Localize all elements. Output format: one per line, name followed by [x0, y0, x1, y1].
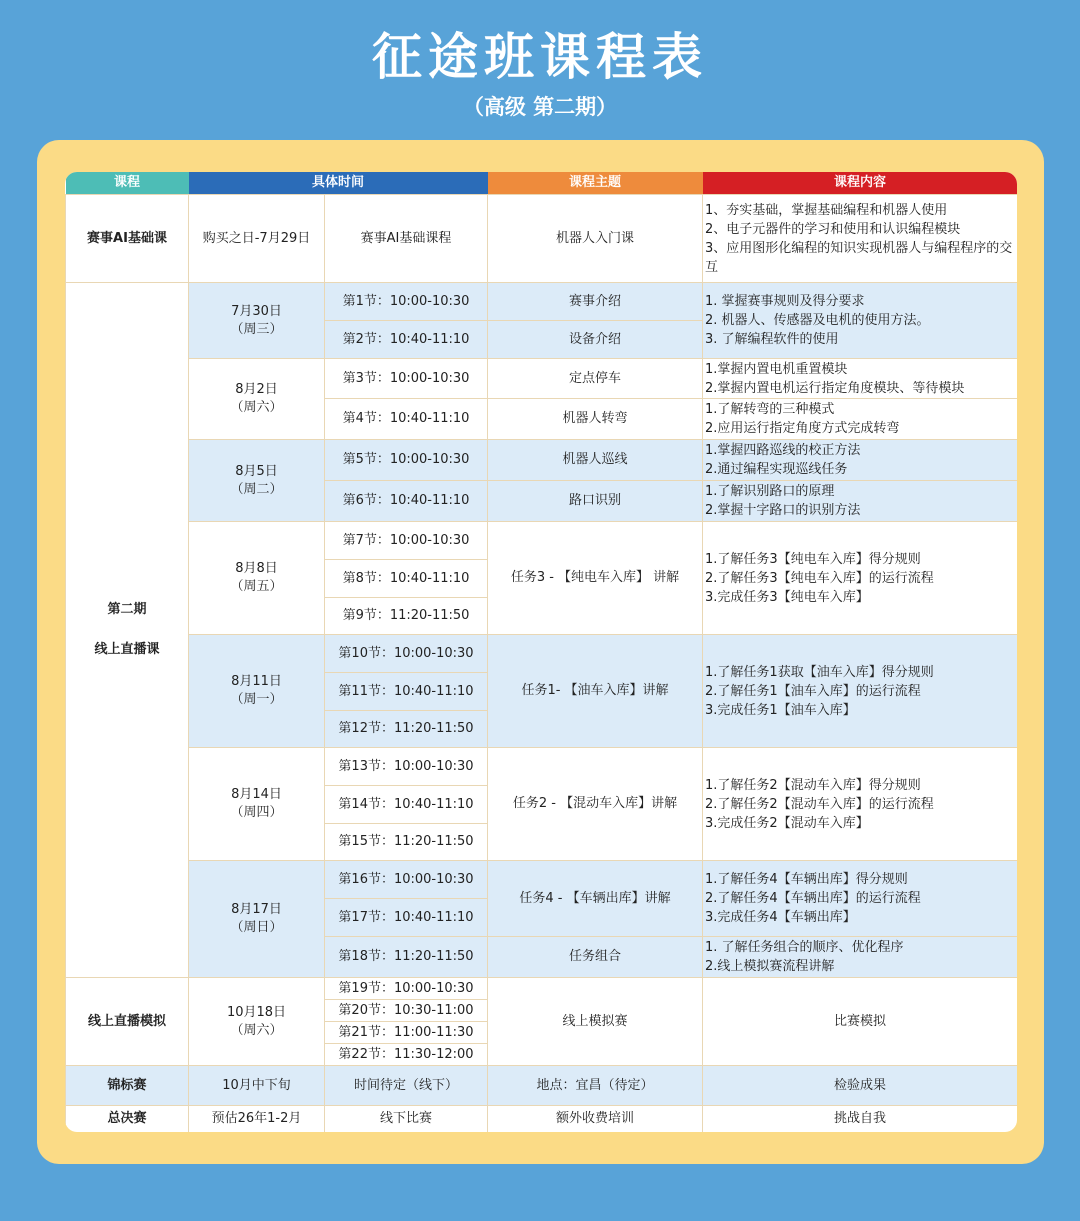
session-cell: 第17节：10:40-11:10 [325, 899, 488, 937]
table-row [66, 283, 1018, 321]
date-cell: 8月17日 （周日） [189, 861, 325, 978]
topic-cell: 设备介绍 [488, 321, 703, 359]
phase2-type-label: 线上直播课 [94, 642, 160, 657]
header-time: 具体时间 [189, 172, 488, 195]
table-row [66, 359, 1018, 399]
topic-cell: 线上模拟赛 [488, 978, 703, 1066]
content-cell: 挑战自我 [703, 1106, 1017, 1133]
session-cell: 第10节：10:00-10:30 [325, 635, 488, 673]
schedule-sheet [65, 172, 1017, 1132]
session-cell: 第12节：11:20-11:50 [325, 711, 488, 748]
course-cell: 锦标赛 [66, 1066, 189, 1106]
schedule-table [65, 172, 1017, 1132]
table-header-row [66, 172, 1018, 195]
session-cell: 第16节：10:00-10:30 [325, 861, 488, 899]
content-cell: 1. 掌握赛事规则及得分要求 2. 机器人、传感器及电机的使用方法。 3. 了解编程软件的使用 [703, 283, 1017, 359]
session-cell: 第8节：10:40-11:10 [325, 560, 488, 598]
topic-cell: 任务4 - 【车辆出库】讲解 [488, 861, 703, 937]
time-cell: 线下比赛 [325, 1106, 488, 1133]
date-cell: 10月18日 （周六） [189, 978, 325, 1066]
date-cell: 8月2日 （周六） [189, 359, 325, 440]
topic-cell: 地点：宜昌（待定） [488, 1066, 703, 1106]
table-row [66, 440, 1018, 481]
session-cell: 第1节：10:00-10:30 [325, 283, 488, 321]
session-cell: 第4节：10:40-11:10 [325, 399, 488, 440]
date-cell: 购买之日-7月29日 [189, 195, 325, 283]
topic-cell: 赛事介绍 [488, 283, 703, 321]
date-cell: 8月8日 （周五） [189, 522, 325, 635]
course-cell: 线上直播模拟 [66, 978, 189, 1066]
topic-cell: 任务3 - 【纯电车入库】 讲解 [488, 522, 703, 635]
content-cell: 1.了解任务1获取【油车入库】得分规则 2.了解任务1【油车入库】的运行流程 3.完成任务1【油车入库】 [703, 635, 1017, 748]
table-row [66, 1106, 1018, 1133]
date-cell: 8月14日 （周四） [189, 748, 325, 861]
date-cell: 10月中下旬 [189, 1066, 325, 1106]
date-cell: 7月30日 （周三） [189, 283, 325, 359]
content-cell: 1.掌握四路巡线的校正方法 2.通过编程实现巡线任务 [703, 440, 1017, 481]
session-cell: 第3节：10:00-10:30 [325, 359, 488, 399]
topic-cell: 路口识别 [488, 481, 703, 522]
content-cell: 检验成果 [703, 1066, 1017, 1106]
course-cell: 总决赛 [66, 1106, 189, 1133]
content-cell: 1.了解任务4【车辆出库】得分规则 2.了解任务4【车辆出库】的运行流程 3.完成任务4【车辆出库】 [703, 861, 1017, 937]
table-row [66, 195, 1018, 283]
topic-cell: 任务1- 【油车入库】讲解 [488, 635, 703, 748]
session-cell: 第2节：10:40-11:10 [325, 321, 488, 359]
header-course: 课程 [66, 172, 189, 195]
time-cell: 时间待定（线下） [325, 1066, 488, 1106]
table-row [66, 978, 1018, 1000]
topic-cell: 任务2 - 【混动车入库】讲解 [488, 748, 703, 861]
session-cell: 第18节：11:20-11:50 [325, 937, 488, 978]
session-cell: 第15节：11:20-11:50 [325, 824, 488, 861]
page-subtitle: （高级 第二期） [462, 95, 618, 119]
header-content: 课程内容 [703, 172, 1017, 195]
session-cell: 第19节：10:00-10:30 [325, 978, 488, 1000]
phase2-label: 第二期 [107, 602, 147, 617]
table-row [66, 861, 1018, 899]
content-cell: 1.掌握内置电机重置模块 2.掌握内置电机运行指定角度模块、等待模块 [703, 359, 1017, 399]
time-cell: 赛事AI基础课程 [325, 195, 488, 283]
header-topic: 课程主题 [488, 172, 703, 195]
topic-cell: 任务组合 [488, 937, 703, 978]
topic-cell: 机器人转弯 [488, 399, 703, 440]
session-cell: 第22节：11:30-12:00 [325, 1044, 488, 1066]
table-row [66, 1066, 1018, 1106]
session-cell: 第9节：11:20-11:50 [325, 598, 488, 635]
session-cell: 第7节：10:00-10:30 [325, 522, 488, 560]
topic-cell: 机器人入门课 [488, 195, 703, 283]
table-row [66, 522, 1018, 560]
date-cell: 8月11日 （周一） [189, 635, 325, 748]
content-cell: 1、夯实基础，掌握基础编程和机器人使用 2、电子元器件的学习和使用和认识编程模块 3、应用图形化编程的知识实现机器人与编程程序的交互 [703, 195, 1017, 283]
date-cell: 8月5日 （周二） [189, 440, 325, 522]
course-cell: 赛事AI基础课 [66, 195, 189, 283]
topic-cell: 定点停车 [488, 359, 703, 399]
topic-cell: 机器人巡线 [488, 440, 703, 481]
session-cell: 第21节：11:00-11:30 [325, 1022, 488, 1044]
content-cell: 1.了解任务3【纯电车入库】得分规则 2.了解任务3【纯电车入库】的运行流程 3.完成任务3【纯电车入库】 [703, 522, 1017, 635]
phase2-cell [66, 283, 189, 978]
table-row [66, 748, 1018, 786]
content-cell: 1.了解转弯的三种模式 2.应用运行指定角度方式完成转弯 [703, 399, 1017, 440]
table-row [66, 635, 1018, 673]
topic-cell: 额外收费培训 [488, 1106, 703, 1133]
content-cell: 1.了解识别路口的原理 2.掌握十字路口的识别方法 [703, 481, 1017, 522]
content-cell: 1.了解任务2【混动车入库】得分规则 2.了解任务2【混动车入库】的运行流程 3.完成任务2【混动车入库】 [703, 748, 1017, 861]
session-cell: 第11节：10:40-11:10 [325, 673, 488, 711]
content-cell: 比赛模拟 [703, 978, 1017, 1066]
page-title: 征途班课程表 [372, 28, 708, 86]
session-cell: 第13节：10:00-10:30 [325, 748, 488, 786]
session-cell: 第5节：10:00-10:30 [325, 440, 488, 481]
date-cell: 预估26年1-2月 [189, 1106, 325, 1133]
session-cell: 第20节：10:30-11:00 [325, 1000, 488, 1022]
session-cell: 第6节：10:40-11:10 [325, 481, 488, 522]
session-cell: 第14节：10:40-11:10 [325, 786, 488, 824]
content-cell: 1. 了解任务组合的顺序、优化程序 2.线上模拟赛流程讲解 [703, 937, 1017, 978]
